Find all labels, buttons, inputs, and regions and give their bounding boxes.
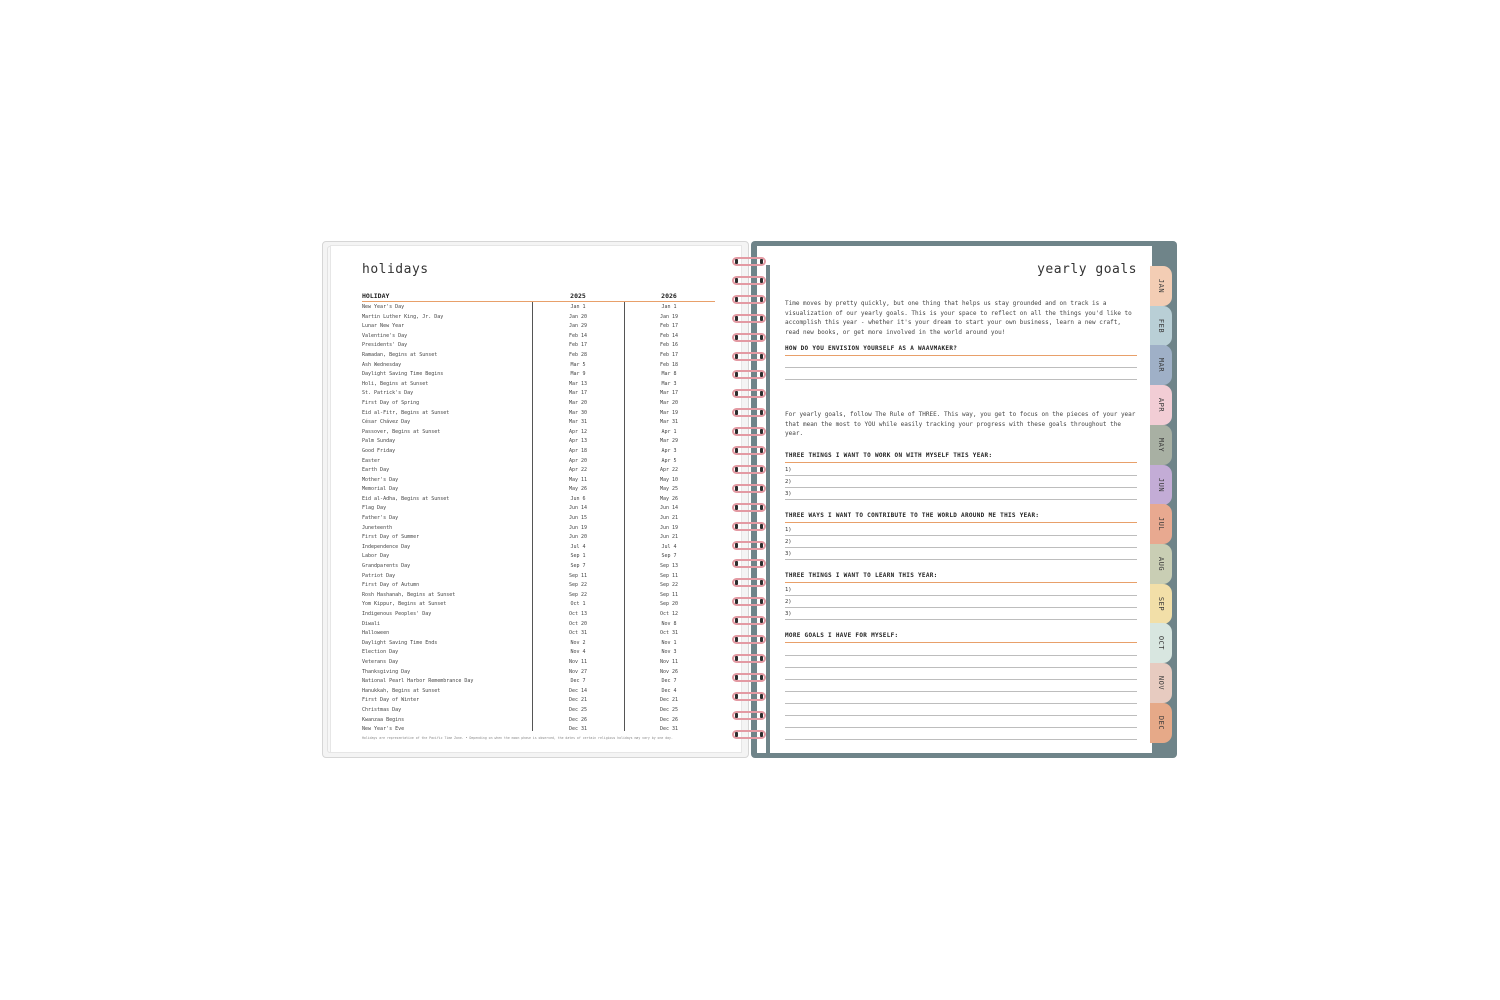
month-tab-may[interactable] <box>1150 425 1172 465</box>
holiday-date-2025: Jan 20 <box>568 313 588 320</box>
spiral-ring <box>730 653 768 664</box>
holiday-date-2026: May 10 <box>659 476 679 483</box>
holiday-date-2025: Apr 12 <box>568 428 588 435</box>
holidays-title: holidays <box>362 262 429 277</box>
holiday-date-2026: Dec 7 <box>661 678 677 685</box>
holiday-row <box>362 437 715 447</box>
holiday-date-2025: Jun 15 <box>568 515 588 522</box>
holiday-name: Yom Kippur, Begins at Sunset <box>362 601 447 608</box>
holiday-date-2025: Jul 4 <box>570 543 586 550</box>
holiday-table <box>362 303 715 735</box>
holiday-name: Daylight Saving Time Begins <box>362 371 444 378</box>
month-tab-label: MAY <box>1157 437 1165 452</box>
spiral-ring <box>730 540 768 551</box>
spiral-ring <box>730 313 768 324</box>
holiday-date-2026: May 26 <box>659 495 679 502</box>
holiday-name: Hanukkah, Begins at Sunset <box>362 687 441 694</box>
spiral-ring <box>730 615 768 626</box>
holiday-row <box>362 552 715 562</box>
holiday-date-2026: Jun 14 <box>659 505 679 512</box>
spiral-ring <box>730 369 768 380</box>
holiday-date-2025: Dec 25 <box>568 706 588 713</box>
holiday-row <box>362 409 715 419</box>
holiday-date-2025: Mar 31 <box>568 419 588 426</box>
holiday-row <box>362 610 715 620</box>
holiday-date-2026: Sep 7 <box>661 553 677 560</box>
spiral-ring <box>730 596 768 607</box>
holiday-row <box>362 303 715 313</box>
holiday-date-2025: Oct 20 <box>568 620 588 627</box>
goals-title: yearly goals <box>1037 262 1137 277</box>
holiday-date-2025: Mar 30 <box>568 409 588 416</box>
holiday-row <box>362 514 715 524</box>
holiday-row <box>362 361 715 371</box>
writing-line[interactable] <box>785 691 1137 692</box>
item-number: 1) <box>785 467 792 473</box>
holiday-name: Valentine's Day <box>362 332 408 339</box>
item-number: 2) <box>785 479 792 485</box>
holiday-date-2025: Apr 13 <box>568 438 588 445</box>
holiday-date-2026: Mar 31 <box>659 419 679 426</box>
spiral-ring <box>730 445 768 456</box>
holiday-date-2026: Feb 16 <box>659 342 679 349</box>
question-envision: HOW DO YOU ENVISION YOURSELF AS A WAAVMAKER? <box>785 345 958 352</box>
holiday-date-2026: Mar 8 <box>661 371 677 378</box>
holiday-name: Mother's Day <box>362 476 399 483</box>
holiday-row <box>362 418 715 428</box>
writing-line[interactable] <box>785 487 1137 488</box>
holiday-date-2026: Sep 13 <box>659 563 679 570</box>
spiral-ring <box>730 256 768 267</box>
month-tab-label: MAR <box>1157 358 1165 373</box>
month-tab-sep[interactable] <box>1150 584 1172 624</box>
holiday-date-2025: Nov 2 <box>570 639 586 646</box>
spiral-ring <box>730 558 768 569</box>
holiday-date-2026: Sep 22 <box>659 582 679 589</box>
holiday-row <box>362 457 715 467</box>
holiday-row <box>362 428 715 438</box>
header-underline <box>362 301 715 302</box>
holiday-date-2025: Nov 11 <box>568 658 588 665</box>
holiday-name: Martin Luther King, Jr. Day <box>362 313 444 320</box>
holiday-date-2025: Sep 11 <box>568 572 588 579</box>
holiday-date-2025: Nov 4 <box>570 649 586 656</box>
holiday-name: Veterans Day <box>362 658 399 665</box>
holiday-name: Kwanzaa Begins <box>362 716 405 723</box>
spiral-ring <box>730 691 768 702</box>
holiday-name: First Day of Autumn <box>362 582 420 589</box>
holiday-date-2025: Mar 17 <box>568 390 588 397</box>
holiday-date-2026: Feb 17 <box>659 323 679 330</box>
goals-intro: Time moves by pretty quickly, but one thing that helps us stay grounded and on track is a visualization of our yearly goals. This is your space to reflect on all the things you'd like to accomplish this year - whether it's your dream to start your own business, learn a new craft, read new books, or get more involved in the world around you! <box>785 300 1132 336</box>
holiday-name: Earth Day <box>362 467 390 474</box>
holiday-date-2026: Feb 14 <box>659 332 679 339</box>
holiday-date-2025: Jan 1 <box>570 304 586 310</box>
holiday-row <box>362 476 715 486</box>
holiday-row <box>362 648 715 658</box>
holiday-name: Rosh Hashanah, Begins at Sunset <box>362 591 456 598</box>
month-tab-mar[interactable] <box>1150 345 1172 385</box>
holiday-row <box>362 313 715 323</box>
holiday-row <box>362 332 715 342</box>
month-tab-dec[interactable] <box>1150 703 1172 743</box>
holiday-name: Good Friday <box>362 447 396 454</box>
spiral-ring <box>730 483 768 494</box>
question-underline <box>785 582 1137 583</box>
holiday-date-2025: Sep 1 <box>570 553 586 560</box>
holiday-date-2025: Jun 20 <box>568 534 588 541</box>
holiday-date-2025: Sep 22 <box>568 591 588 598</box>
holiday-row <box>362 706 715 716</box>
holiday-date-2025: Dec 7 <box>570 678 586 685</box>
holiday-row <box>362 399 715 409</box>
holiday-name: Passover, Begins at Sunset <box>362 428 441 435</box>
month-tab-jul[interactable] <box>1150 504 1172 544</box>
writing-line[interactable] <box>785 739 1137 740</box>
item-number: 3) <box>785 611 792 617</box>
holiday-name: Memorial Day <box>362 486 399 493</box>
holiday-date-2026: May 25 <box>659 486 679 493</box>
holiday-date-2026: Jun 19 <box>659 524 679 531</box>
holiday-name: Diwali <box>362 620 381 627</box>
holiday-date-2025: Apr 20 <box>568 457 588 464</box>
holiday-date-2025: Apr 22 <box>568 467 588 474</box>
holiday-name: Eid al-Fitr, Begins at Sunset <box>362 409 450 416</box>
holiday-name: Lunar New Year <box>362 323 405 330</box>
holiday-date-2025: Feb 28 <box>568 351 588 358</box>
holiday-name: Daylight Saving Time Ends <box>362 639 438 646</box>
holiday-date-2025: Dec 14 <box>568 687 588 694</box>
holiday-date-2026: Sep 11 <box>659 572 679 579</box>
spiral-ring <box>730 464 768 475</box>
month-tab-nov[interactable] <box>1150 663 1172 703</box>
item-number: 1) <box>785 587 792 593</box>
month-tab-label: JAN <box>1157 278 1165 294</box>
question-underline <box>785 355 1137 356</box>
holiday-date-2026: Jun 21 <box>659 515 679 522</box>
holiday-row <box>362 687 715 697</box>
holiday-name: First Day of Summer <box>362 534 420 541</box>
holiday-row <box>362 668 715 678</box>
holiday-date-2025: Jun 6 <box>570 495 586 502</box>
holiday-name: Easter <box>362 457 381 464</box>
holiday-date-2025: Oct 13 <box>568 611 588 617</box>
holiday-name: Father's Day <box>362 515 399 522</box>
spiral-ring <box>730 521 768 532</box>
holiday-row <box>362 533 715 543</box>
holiday-date-2025: Nov 27 <box>568 668 588 675</box>
question-underline <box>785 522 1137 523</box>
spiral-ring <box>730 275 768 286</box>
spiral-ring <box>730 294 768 305</box>
holiday-name: Eid al-Adha, Begins at Sunset <box>362 495 450 502</box>
holiday-name: St. Patrick's Day <box>362 390 414 397</box>
holiday-date-2025: Jun 19 <box>568 524 588 531</box>
holiday-name: Juneteenth <box>362 524 393 531</box>
holiday-row <box>362 447 715 457</box>
holiday-name: Indigenous Peoples' Day <box>362 611 432 617</box>
holiday-row <box>362 716 715 726</box>
writing-line[interactable] <box>785 547 1137 548</box>
spiral-ring <box>730 388 768 399</box>
holiday-date-2025: Dec 21 <box>568 697 588 704</box>
holiday-date-2025: Jun 14 <box>568 505 588 512</box>
month-tab-oct[interactable] <box>1150 623 1172 663</box>
month-tab-label: JUL <box>1157 517 1165 532</box>
holiday-date-2025: Sep 7 <box>570 563 586 570</box>
item-number: 2) <box>785 599 792 605</box>
rule-of-three-text: For yearly goals, follow The Rule of THREE. This way, you get to focus on the pieces of your year that mean the most to YOU while easily tracking your progress with these goals throughout the year. <box>785 411 1136 438</box>
month-tab-jun[interactable] <box>1150 465 1172 505</box>
holiday-row <box>362 696 715 706</box>
holiday-date-2026: Nov 1 <box>661 639 677 646</box>
writing-line[interactable] <box>785 703 1137 704</box>
holiday-name: César Chávez Day <box>362 419 411 426</box>
holiday-date-2026: Nov 8 <box>661 620 677 627</box>
spiral-ring <box>730 634 768 645</box>
question-more-goals: MORE GOALS I HAVE FOR MYSELF: <box>785 632 899 639</box>
header-year1: 2025 <box>570 292 586 300</box>
header-year2: 2026 <box>661 292 677 300</box>
holiday-date-2026: Dec 25 <box>659 706 679 713</box>
holiday-date-2025: Oct 31 <box>568 630 588 637</box>
month-tab-label: APR <box>1157 398 1165 413</box>
holiday-date-2025: Mar 5 <box>570 361 586 368</box>
month-tab-label: NOV <box>1157 675 1165 691</box>
holiday-name: Palm Sunday <box>362 438 396 445</box>
question-work-on-myself: THREE THINGS I WANT TO WORK ON WITH MYSELF THIS YEAR: <box>785 452 993 459</box>
month-tab-label: OCT <box>1157 636 1165 651</box>
month-tab-jan[interactable] <box>1150 266 1172 306</box>
holiday-row <box>362 380 715 390</box>
holiday-name: Flag Day <box>362 505 387 512</box>
holiday-row <box>362 620 715 630</box>
question-underline <box>785 462 1137 463</box>
holiday-row <box>362 725 715 735</box>
holiday-date-2026: Dec 21 <box>659 697 679 704</box>
item-number: 1) <box>785 527 792 533</box>
spiral-ring <box>730 729 768 740</box>
holiday-name: First Day of Spring <box>362 399 420 406</box>
holiday-date-2025: Dec 26 <box>568 716 588 723</box>
month-tab-apr[interactable] <box>1150 385 1172 425</box>
holiday-row <box>362 322 715 332</box>
holiday-date-2026: Nov 11 <box>659 658 679 665</box>
holiday-date-2025: Feb 17 <box>568 342 588 349</box>
holiday-date-2026: Sep 11 <box>659 591 679 598</box>
holiday-date-2025: Oct 1 <box>570 601 586 608</box>
holiday-date-2025: Apr 18 <box>568 447 588 454</box>
writing-line[interactable] <box>785 667 1137 668</box>
holiday-row <box>362 341 715 351</box>
holiday-row <box>362 370 715 380</box>
holiday-date-2025: Mar 13 <box>568 380 588 387</box>
holiday-date-2026: Dec 31 <box>659 726 679 733</box>
holiday-date-2026: Feb 18 <box>659 361 679 368</box>
holiday-date-2026: Nov 3 <box>661 649 677 656</box>
holiday-date-2026: Apr 5 <box>661 457 677 464</box>
holiday-row <box>362 351 715 361</box>
holiday-row <box>362 639 715 649</box>
holiday-name: Independence Day <box>362 543 411 550</box>
month-tab-aug[interactable] <box>1150 544 1172 584</box>
holiday-row <box>362 572 715 582</box>
holidays-footnote: Holidays are representative of the Pacific Time Zone. • Depending on when the moon phase is observed, the dates of certain religious holidays may vary by one day. <box>362 736 673 740</box>
month-tab-label: SEP <box>1157 596 1165 611</box>
writing-line[interactable] <box>785 379 1137 380</box>
writing-line[interactable] <box>785 715 1137 716</box>
holiday-name: Ash Wednesday <box>362 361 402 368</box>
holiday-row <box>362 543 715 553</box>
holiday-row <box>362 600 715 610</box>
holiday-date-2025: May 26 <box>568 486 588 493</box>
month-tab-feb[interactable] <box>1150 306 1172 346</box>
holiday-date-2025: Sep 22 <box>568 582 588 589</box>
holiday-name: Presidents' Day <box>362 342 408 349</box>
question-learn: THREE THINGS I WANT TO LEARN THIS YEAR: <box>785 572 938 579</box>
spiral-ring <box>730 351 768 362</box>
spiral-ring <box>730 672 768 683</box>
month-tab-label: DEC <box>1157 715 1165 730</box>
writing-line[interactable] <box>785 655 1137 656</box>
holiday-row <box>362 591 715 601</box>
holiday-name: Thanksgiving Day <box>362 668 411 675</box>
holiday-date-2026: Mar 29 <box>659 438 679 445</box>
holiday-date-2026: Oct 31 <box>659 630 679 637</box>
holiday-date-2026: Mar 20 <box>659 399 679 406</box>
item-number: 2) <box>785 539 792 545</box>
holiday-date-2026: Mar 19 <box>659 409 679 416</box>
holiday-name: First Day of Winter <box>362 697 420 704</box>
holiday-date-2026: Feb 17 <box>659 351 679 358</box>
month-tab-label: AUG <box>1157 556 1165 571</box>
writing-line[interactable] <box>785 679 1137 680</box>
holiday-name: National Pearl Harbor Remembrance Day <box>362 678 474 685</box>
holiday-date-2026: Jul 4 <box>661 543 677 550</box>
writing-line[interactable] <box>785 499 1137 500</box>
spiral-ring <box>730 332 768 343</box>
holiday-row <box>362 629 715 639</box>
holiday-date-2026: Sep 20 <box>659 601 679 608</box>
holiday-row <box>362 495 715 505</box>
holiday-row <box>362 466 715 476</box>
holiday-row <box>362 389 715 399</box>
writing-line[interactable] <box>785 475 1137 476</box>
month-tab-label: FEB <box>1157 318 1165 333</box>
holiday-name: Election Day <box>362 649 399 656</box>
holiday-date-2025: Mar 20 <box>568 399 588 406</box>
holiday-date-2025: May 11 <box>568 476 588 483</box>
holiday-name: Patriot Day <box>362 572 396 579</box>
holiday-date-2026: Nov 26 <box>659 668 679 675</box>
holiday-row <box>362 677 715 687</box>
holiday-name: Halloween <box>362 630 390 637</box>
holiday-date-2025: Jan 29 <box>568 323 588 330</box>
holiday-name: Labor Day <box>362 553 390 560</box>
spiral-binding <box>730 256 770 756</box>
writing-line[interactable] <box>785 595 1137 596</box>
holiday-date-2025: Mar 9 <box>570 371 586 378</box>
holiday-row <box>362 504 715 514</box>
holiday-date-2026: Apr 3 <box>661 447 677 454</box>
holiday-name: Holi, Begins at Sunset <box>362 380 429 387</box>
spiral-ring <box>730 426 768 437</box>
writing-line[interactable] <box>785 367 1137 368</box>
holiday-name: Grandparents Day <box>362 563 411 570</box>
holiday-date-2026: Dec 26 <box>659 716 679 723</box>
spiral-ring <box>730 710 768 721</box>
holiday-date-2025: Feb 14 <box>568 332 588 339</box>
writing-line[interactable] <box>785 619 1137 620</box>
question-underline <box>785 642 1137 643</box>
holiday-row <box>362 658 715 668</box>
holiday-name: New Year's Eve <box>362 726 405 733</box>
holiday-date-2026: Mar 17 <box>659 390 679 397</box>
holiday-row <box>362 485 715 495</box>
writing-line[interactable] <box>785 607 1137 608</box>
holiday-date-2026: Jan 19 <box>659 313 679 320</box>
holiday-row <box>362 524 715 534</box>
holiday-date-2026: Oct 12 <box>659 611 679 617</box>
writing-line[interactable] <box>785 727 1137 728</box>
holiday-date-2026: Jun 21 <box>659 534 679 541</box>
holiday-date-2026: Dec 4 <box>661 687 677 694</box>
spiral-ring <box>730 407 768 418</box>
header-holiday: HOLIDAY <box>362 292 390 300</box>
spiral-ring <box>730 577 768 588</box>
writing-line[interactable] <box>785 535 1137 536</box>
holiday-name: Christmas Day <box>362 706 402 713</box>
writing-line[interactable] <box>785 559 1137 560</box>
holiday-date-2025: Dec 31 <box>568 726 588 733</box>
holiday-date-2026: Jan 1 <box>661 304 677 310</box>
spiral-ring <box>730 502 768 513</box>
holiday-date-2026: Apr 1 <box>661 428 677 435</box>
holiday-date-2026: Apr 22 <box>659 467 679 474</box>
holiday-row <box>362 581 715 591</box>
holiday-row <box>362 562 715 572</box>
holiday-name: New Year's Day <box>362 304 405 310</box>
item-number: 3) <box>785 551 792 557</box>
item-number: 3) <box>785 491 792 497</box>
holiday-name: Ramadan, Begins at Sunset <box>362 351 438 358</box>
question-contribute: THREE WAYS I WANT TO CONTRIBUTE TO THE WORLD AROUND ME THIS YEAR: <box>785 512 1040 519</box>
holiday-date-2026: Mar 3 <box>661 380 677 387</box>
month-tab-label: JUN <box>1157 477 1165 492</box>
